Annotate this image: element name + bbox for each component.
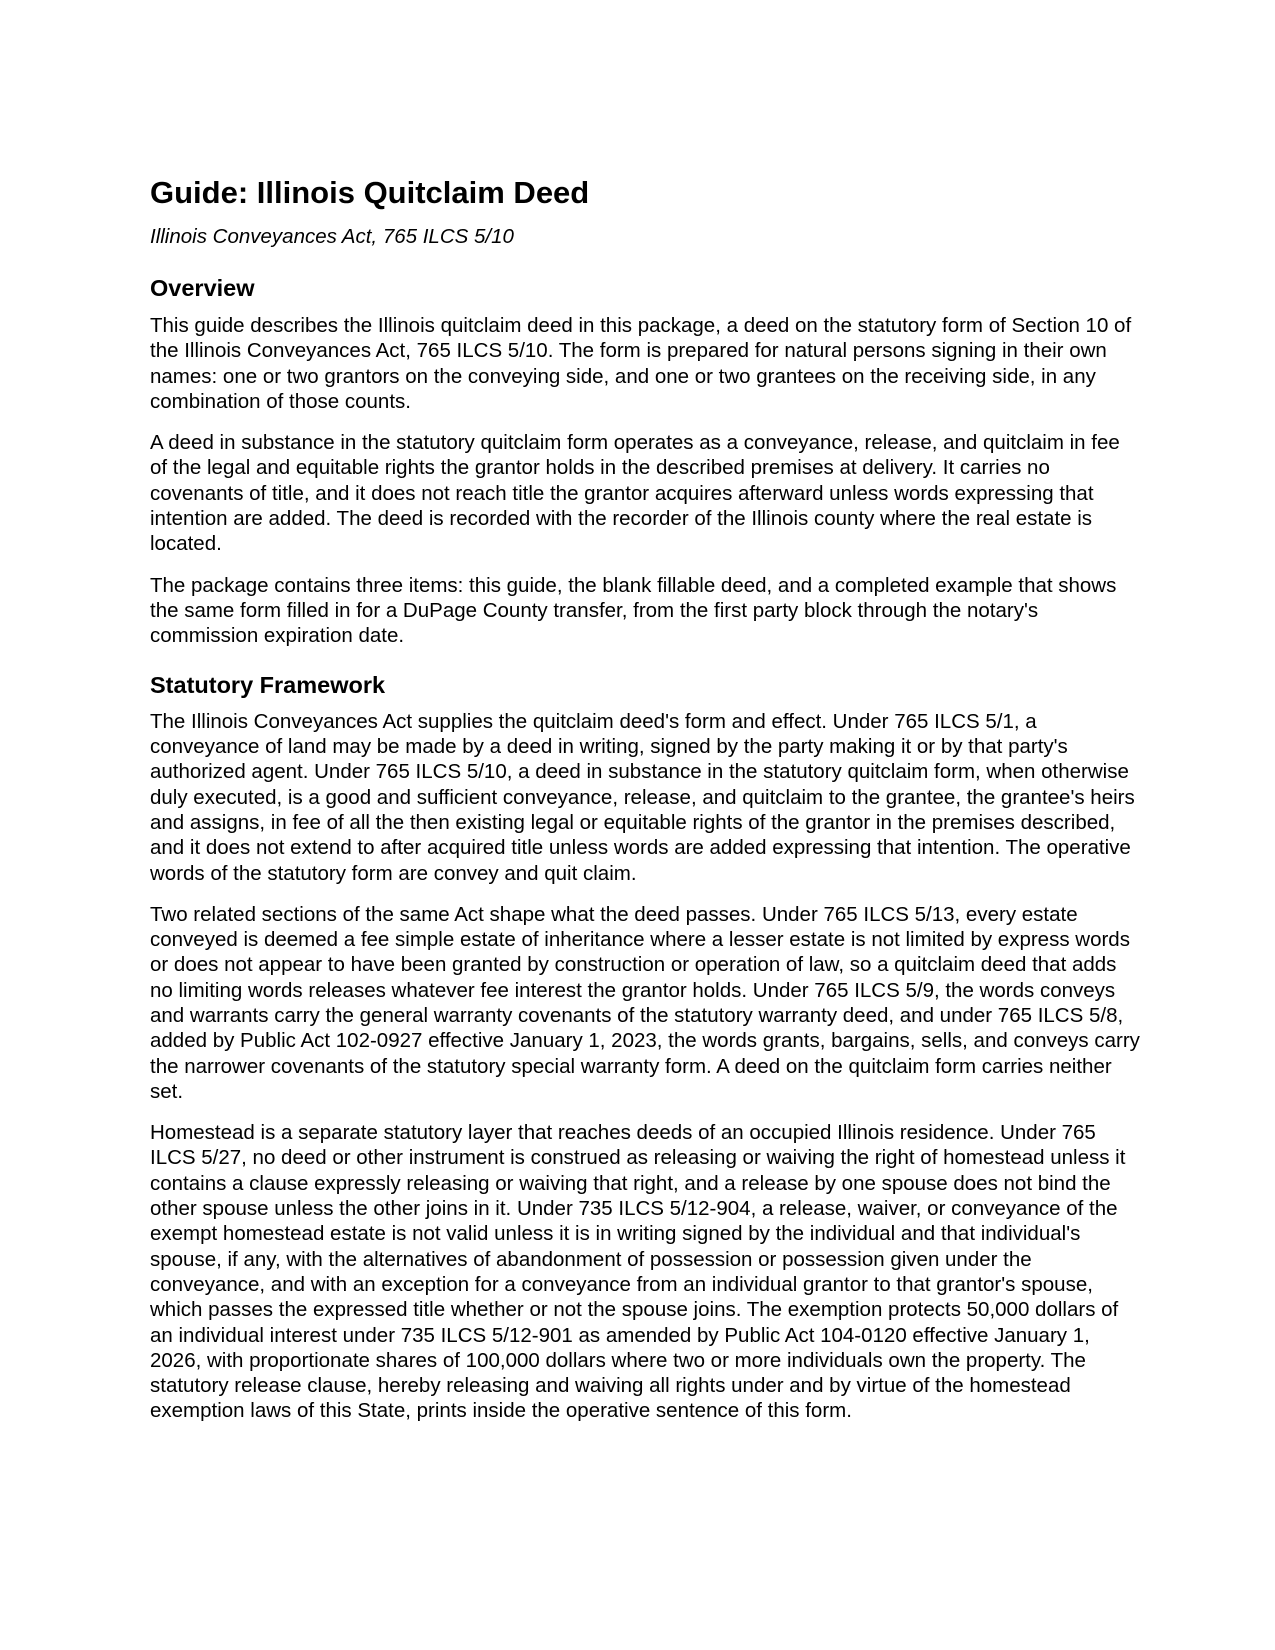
framework-paragraph-3: Homestead is a separate statutory layer that reaches deeds of an occupied Illinois residence. Under 765 ILCS 5/27, no deed or other instrument is construed as releasing or waiving the right of homestead unless it contains a clause expressly releasing or waiving that right, and a release by one spouse does not bind the other spouse unless the other joins in it. Under 735 ILCS 5/12-904, a release, waiver, or conveyance of the exempt homestead estate is not valid unless it is in writing signed by the individual and that individual's spouse, if any, with the alternatives of abandonment of possession or possession given under the conveyance, and with an exception for a conveyance from an individual grantor to that grantor's spouse, which passes the expressed title whether or not the spouse joins. The exemption protects 50,000 dollars of an individual interest under 735 ILCS 5/12-901 as amended by Public Act 104-0120 effective January 1, 2026, with proportionate shares of 100,000 dollars where two or more individuals own the property. The statutory release clause, hereby releasing and waiving all rights under and by virtue of the homestead exemption laws of this State, prints inside the operative sentence of this form. — [150, 1121, 1126, 1423]
framework-paragraph-1: The Illinois Conveyances Act supplies the quitclaim deed's form and effect. Under 765 ILCS 5/1, a conveyance of land may be made by a deed in writing, signed by the party making it or by that party's authorized agent. Under 765 ILCS 5/10, a deed in substance in the statutory quitclaim form, when otherwise duly executed, is a good and sufficient conveyance, release, and quitclaim to the grantee, the grantee's heirs and assigns, in fee of all the then existing legal or equitable rights of the grantor in the premises described, and it does not extend to after acquired title unless words are added expressing that intention. The operative words of the statutory form are convey and quit claim. — [150, 709, 1135, 885]
overview-paragraph-3: The package contains three items: this guide, the blank fillable deed, and a completed example that shows the same form filled in for a DuPage County transfer, from the first party block through the notary's commission expiration date. — [150, 573, 1117, 648]
document-subtitle: Illinois Conveyances Act, 765 ILCS 5/10 — [150, 225, 514, 249]
document-title: Guide: Illinois Quitclaim Deed — [150, 175, 590, 210]
overview-paragraph-2: A deed in substance in the statutory quitclaim form operates as a conveyance, release, and quitclaim in fee of the legal and equitable rights the grantor holds in the described premises at delivery. It carries no covenants of title, and it does not reach title the grantor acquires afterward unless words expressing that intention are added. The deed is recorded with the recorder of the Illinois county where the real estate is located. — [150, 431, 1120, 556]
section-heading-statutory-framework: Statutory Framework — [150, 671, 386, 698]
overview-paragraph-1: This guide describes the Illinois quitclaim deed in this package, a deed on the statutory form of Section 10 of the Illinois Conveyances Act, 765 ILCS 5/10. The form is prepared for natural persons signing in their own names: one or two grantors on the conveying side, and one or two grantees on the receiving side, in any combination of those counts. — [150, 313, 1132, 413]
document-page — [150, 174, 1140, 1440]
section-heading-overview: Overview — [150, 274, 255, 301]
framework-paragraph-2: Two related sections of the same Act shape what the deed passes. Under 765 ILCS 5/13, every estate conveyed is deemed a fee simple estate of inheritance where a lesser estate is not limited by express words or does not appear to have been granted by construction or operation of law, so a quitclaim deed that adds no limiting words releases whatever fee interest the grantor holds. Under 765 ILCS 5/9, the words conveys and warrants carry the general warranty covenants of the statutory warranty deed, and under 765 ILCS 5/8, added by Public Act 102-0927 effective January 1, 2023, the words grants, bargains, sells, and conveys carry the narrower covenants of the statutory special warranty form. A deed on the quitclaim form carries neither set. — [150, 902, 1140, 1103]
